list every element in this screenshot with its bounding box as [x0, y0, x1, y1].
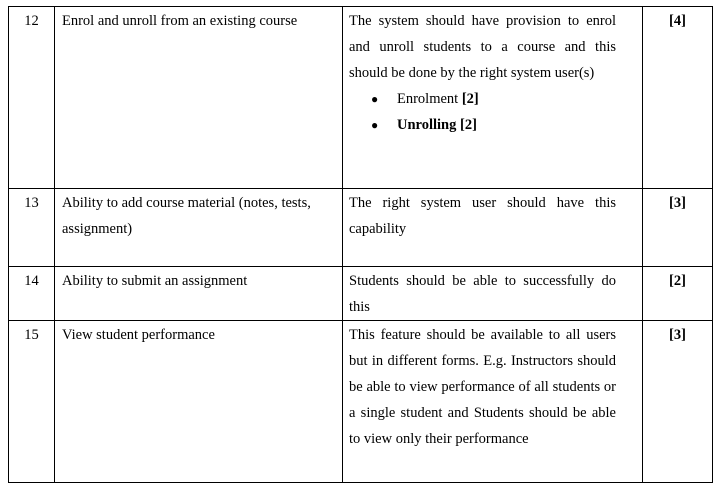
feature-description: Students should be able to successfully do this — [343, 267, 643, 321]
sub-item-label: Enrolment — [397, 91, 459, 107]
feature-description: The right system user should have this capability — [343, 189, 643, 267]
table-row — [9, 7, 713, 189]
row-number: 12 — [9, 7, 55, 189]
marks: [3] — [643, 321, 713, 483]
feature-title: Ability to submit an assignment — [55, 267, 343, 321]
feature-description: The system should have provision to enrol and unroll students to a course and this should be done by the right system user(s) — [349, 13, 616, 81]
sub-item-marks: [2] — [459, 117, 477, 133]
marks: [3] — [643, 189, 713, 267]
marks: [4] — [643, 7, 713, 189]
table-row — [9, 267, 713, 321]
list-item — [371, 112, 616, 138]
row-number: 14 — [9, 267, 55, 321]
sub-item-marks: [2] — [461, 91, 479, 107]
sub-item-list — [349, 86, 616, 138]
feature-description: This feature should be available to all users but in different forms. E.g. Instructors should be able to view performance of all students or a single student and Students should be able to view only their performance — [343, 321, 643, 483]
marks: [2] — [643, 267, 713, 321]
row-number: 15 — [9, 321, 55, 483]
bullet-icon: ● — [371, 92, 379, 106]
list-item — [371, 86, 616, 112]
feature-title: Ability to add course material (notes, tests, assignment) — [55, 189, 343, 267]
sub-item-label: Unrolling — [397, 117, 457, 133]
feature-title: Enrol and unroll from an existing course — [55, 7, 343, 189]
feature-title: View student performance — [55, 321, 343, 483]
table-row — [9, 189, 713, 267]
requirements-table — [8, 6, 713, 483]
feature-description-cell — [343, 7, 643, 189]
row-number: 13 — [9, 189, 55, 267]
bullet-icon: ● — [371, 118, 379, 132]
table-row — [9, 321, 713, 483]
